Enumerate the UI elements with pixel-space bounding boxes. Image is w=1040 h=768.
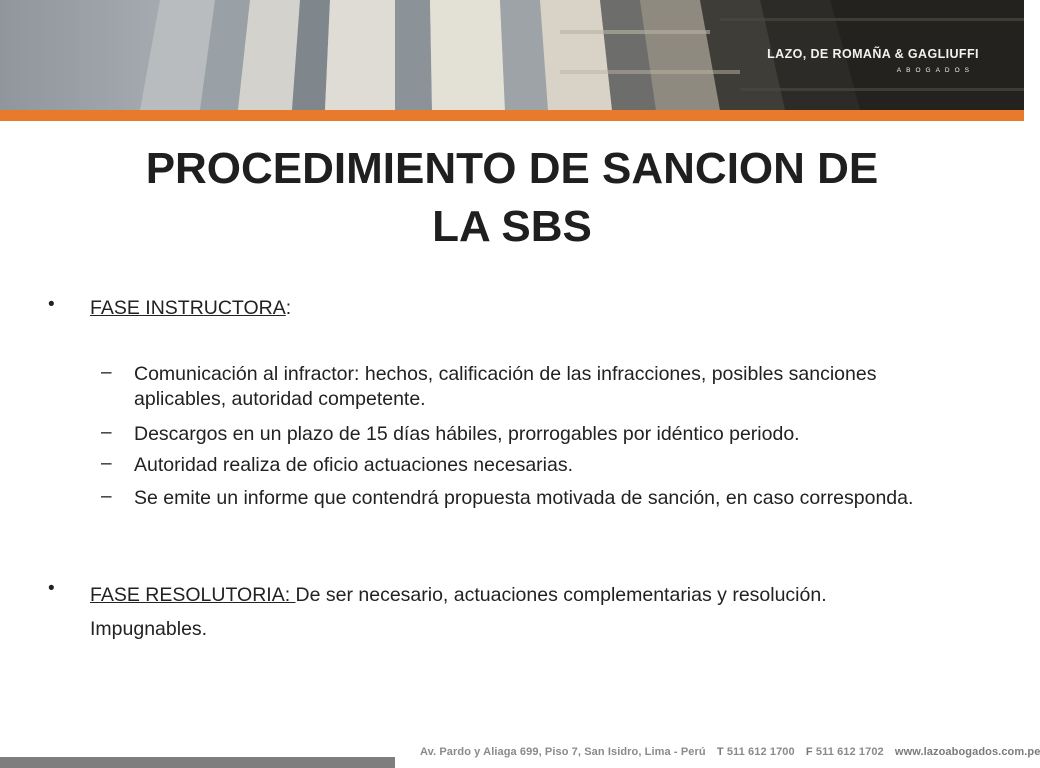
footer-address: Av. Pardo y Aliaga 699, Piso 7, San Isidro, Lima - Perú [420, 746, 706, 758]
bullet-text [90, 294, 970, 323]
sub-item-text: Comunicación al infractor: hechos, calificación de las infracciones, posibles sanciones aplicables, autoridad competente. [134, 363, 877, 410]
dash-marker: – [101, 362, 112, 383]
sub-item-text: Autoridad realiza de oficio actuaciones necesarias. [134, 454, 574, 476]
phase-label: FASE RESOLUTORIA: [90, 584, 296, 606]
footer-phone: 511 612 1700 [726, 746, 795, 758]
sub-item-text: Descargos en un plazo de 15 días hábiles, prorrogables por idéntico periodo. [134, 423, 800, 445]
dash-marker: – [101, 422, 112, 443]
title-line-1: PROCEDIMIENTO DE SANCION DE [145, 144, 879, 193]
footer-contact [420, 746, 1040, 758]
phase-label: FASE INSTRUCTORA [90, 297, 286, 319]
footer-phone-label: T [716, 746, 724, 758]
logo-firm-name: LAZO, DE ROMAÑA & GAGLIUFFI [767, 47, 979, 61]
bullet-marker: • [48, 294, 55, 315]
footer-gray-bar [0, 757, 395, 768]
footer-website: www.lazoabogados.com.pe [894, 746, 1040, 758]
footer-fax-label: F [805, 746, 813, 758]
bullet-marker: • [48, 578, 55, 599]
bullet-text [90, 578, 970, 646]
sub-item-text: Se emite un informe que contendrá propuesta motivada de sanción, en caso corresponda. [134, 487, 914, 509]
footer-fax: 511 612 1702 [815, 746, 884, 758]
phase-continuation: Impugnables. [90, 618, 208, 640]
phase-label-colon: : [285, 297, 292, 319]
logo-subtitle: ABOGADOS [896, 67, 974, 74]
dash-marker: – [101, 453, 112, 474]
phase-text: De ser necesario, actuaciones complementarias y resolución. [295, 584, 827, 606]
title-line-2: LA SBS [432, 202, 592, 251]
dash-marker: – [101, 486, 112, 507]
